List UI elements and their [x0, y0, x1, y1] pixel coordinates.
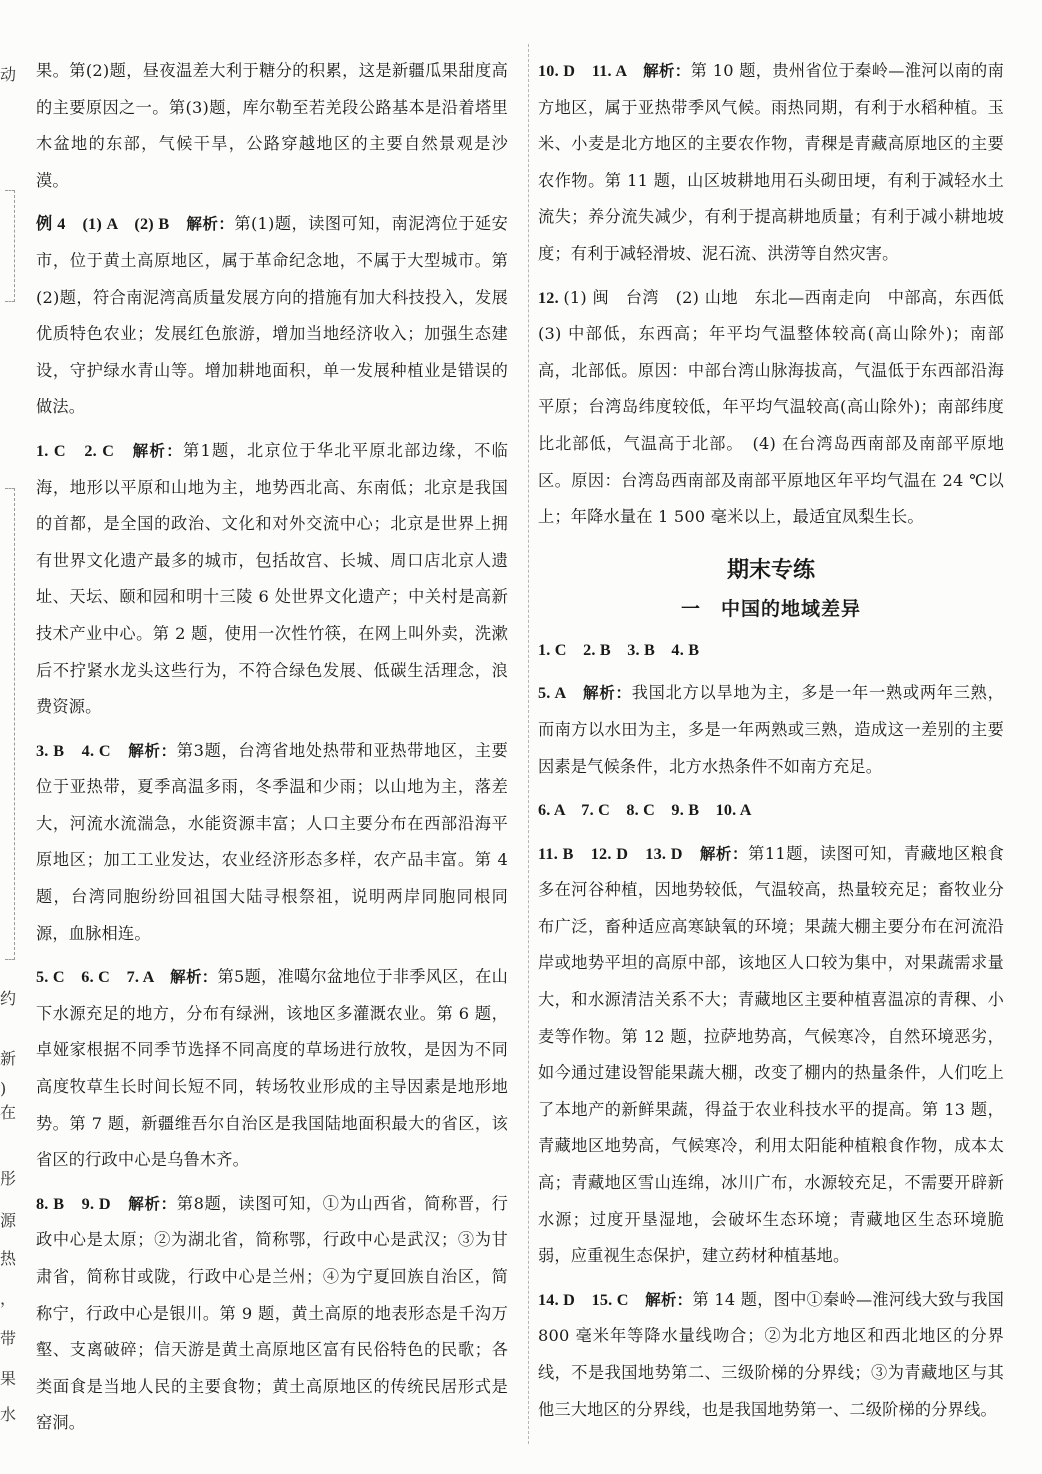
- jiexi-label: 解析：: [132, 441, 183, 460]
- answer-paragraph: [36, 433, 508, 726]
- answer-key: 5. A: [538, 684, 583, 703]
- answer-key: 6. A 7. C 8. C 9. B 10. A: [538, 801, 752, 820]
- jiexi-label: 解析：: [186, 215, 235, 234]
- margin-char: 在: [0, 1103, 17, 1122]
- answer-paragraph: [538, 632, 1004, 669]
- margin-char: 动: [0, 65, 17, 84]
- margin-char: 带: [0, 1329, 17, 1348]
- answer-paragraph: [36, 959, 508, 1179]
- column-divider: [528, 44, 529, 1444]
- margin-char: ): [0, 1079, 7, 1098]
- answer-key: 10. D 11. A: [538, 62, 644, 80]
- answer-key: 8. B 9. D: [36, 1194, 129, 1213]
- explanation-text: 第 10 题，贵州省位于秦岭—淮河以南的南方地区，属于亚热带季风气候。雨热同期，有利于水稻种植。玉米、小麦是北方地区的主要农作物，青稞是青藏高原地区的主要农作物。第 11 题，山区坡耕地用石头砌田埂，有利于减轻水土流失；养分流失减少，有利于提高耕地质量；有利于减小耕地坡度；有利于减轻滑坡、泥石流、洪涝等自然灾害。: [538, 61, 1004, 263]
- jiexi-label: 解析：: [170, 968, 218, 987]
- answer-key: 例 4 (1) A (2) B: [36, 215, 187, 234]
- right-column: [538, 53, 1021, 1435]
- margin-dashed-box: [5, 488, 15, 960]
- explanation-text: 第(1)题，读图可知，南泥湾位于延安市，位于黄土高原地区，属于革命纪念地，不属于大型城市。第(2)题，符合南泥湾高质量发展方向的措施有加大科技投入，发展优质特色农业；发展红色旅游，增加当地经济收入；加强生态建设，守护绿水青山等。增加耕地面积，单一发展种植业是错误的做法。: [36, 214, 508, 417]
- section-title: 期末专练: [726, 557, 815, 583]
- explanation-text: 第1题，北京位于华北平原北部边缘，不临海，地形以平原和山地为主，地势西北高、东南低；北京是我国的首都，是全国的政治、文化和对外交流中心；北京是世界上拥有世界文化遗产最多的城市，包括故宫、长城、周口店北京人遗址、天坛、颐和园和明十三陵 6 处世界文化遗产；中关村是高新技术产业中心。第 2 题，使用一次性竹筷，在网上叫外卖，洗漱后不拧紧水龙头这些行为，不符合绿色发展、低碳生活理念，浪费资源。: [36, 440, 508, 717]
- jiexi-label: 解析：: [128, 1194, 177, 1213]
- answer-paragraph: [538, 675, 1004, 785]
- section-subtitle: 一 中国的地域差异: [680, 597, 861, 620]
- margin-char: 新: [0, 1049, 17, 1068]
- explanation-text: 第 14 题，图中①秦岭—淮河线大致与我国 800 毫米年等降水量线吻合；②为北方地区和西北地区的分界线，不是我国地势第二、三级阶梯的分界线；③为青藏地区与其他三大地区的分界线，也是我国地势第一、二级阶梯的分界线。: [538, 1289, 1004, 1419]
- left-column: [36, 53, 508, 1449]
- margin-char: ，: [0, 1289, 17, 1308]
- answer-paragraph: [36, 53, 508, 199]
- explanation-text: 第3题，台湾省地处热带和亚热带地区，主要位于亚热带，夏季高温多雨，冬季温和少雨；以山地为主，落差大，河流水流湍急，水能资源丰富；人口主要分布在西部沿海平原地区；加工工业发达，农业经济形态多样，农产品丰富。第 4 题，台湾同胞纷纷回祖国大陆寻根祭祖，说明两岸同胞同根同源，血脉相连。: [36, 740, 508, 943]
- answer-key: 3. B 4. C: [36, 741, 129, 760]
- left-margin-strip: [0, 0, 16, 1474]
- answer-paragraph: [538, 280, 1021, 536]
- answer-key: 14. D 15. C: [538, 1290, 646, 1309]
- explanation-text: 第5题，准噶尔盆地位于非季风区，在山下水源充足的地方，分布有绿洲，该地区多灌溉农业。第 6 题，卓娅家根据不同季节选择不同高度的草场进行放牧，是因为不同高度牧草生长时间长短不同，转场牧业形成的主导因素是地形地势。第 7 题，新疆维吾尔自治区是我国陆地面积最大的省区，该省区的行政中心是乌鲁木齐。: [36, 967, 508, 1170]
- margin-char: 约: [0, 989, 17, 1008]
- margin-dashed-box: [5, 190, 15, 302]
- answer-key: 11. B 12. D 13. D: [538, 844, 700, 863]
- jiexi-label: 解析：: [699, 844, 749, 863]
- explanation-text: 我国北方以旱地为主，多是一年一熟或两年三熟，而南方以水田为主，多是一年两熟或三熟，造成这一差别的主要因素是气候条件，北方水热条件不如南方充足。: [538, 683, 1004, 776]
- margin-char: 源: [0, 1211, 17, 1230]
- answer-key: 1. C 2. B 3. B 4. B: [538, 640, 700, 659]
- jiexi-label: 解析：: [582, 684, 632, 703]
- answer-paragraph: [538, 836, 1004, 1275]
- explanation-text: (1) 闽 台湾 (2) 山地 东北—西南走向 中部高，东西低 (3) 中部低，东西高；年平均气温整体较高(高山除外)；南部高，北部低。原因：中部台湾山脉海拔高，气温低于东西部沿海平原；台湾岛纬度较低，年平均气温较高(高山除外)；南部纬度比北部低，气温高于北部。 (4) 在台湾岛西南部及南部平原地区。原因：台湾岛西南部及南部平原地区年平均气温在 24 ℃以上；年降水量在 1 500 毫米以上，最适宜凤梨生长。: [538, 287, 1021, 527]
- margin-char: 彤: [0, 1169, 17, 1188]
- margin-char: 果: [0, 1369, 17, 1388]
- answer-key: 1. C 2. C: [36, 441, 133, 460]
- explanation-text: 第8题，读图可知，①为山西省，简称晋，行政中心是太原；②为湖北省，简称鄂，行政中心是武汉；③为甘肃省，简称甘或陇，行政中心是兰州；④为宁夏回族自治区，简称宁，行政中心是银川。第 9 题，黄土高原的地表形态是千沟万壑、支离破碎；信天游是黄土高原地区富有民俗特色的民歌；各类面食是当地人民的主要食物；黄土高原地区的传统民居形式是窑洞。: [36, 1193, 508, 1433]
- jiexi-label: 解析：: [643, 62, 691, 80]
- answer-paragraph: [538, 53, 1004, 273]
- margin-char: 水: [0, 1405, 17, 1424]
- answer-paragraph: [538, 1282, 1004, 1428]
- explanation-text: 果。第(2)题，昼夜温差大利于糖分的积累，这是新疆瓜果甜度高的主要原因之一。第(3)题，库尔勒至若羌段公路基本是沿着塔里木盆地的东部，气候干旱，公路穿越地区的主要自然景观是沙漠。: [36, 61, 508, 190]
- answer-paragraph: [36, 733, 508, 953]
- answer-paragraph: [36, 1186, 508, 1442]
- answer-paragraph: [36, 206, 508, 426]
- jiexi-label: 解析：: [128, 741, 177, 760]
- answer-paragraph: [538, 792, 1004, 829]
- explanation-text: 第11题，读图可知，青藏地区粮食多在河谷种植，因地势较低，气温较高，热量较充足；畜牧业分布广泛，畜种适应高寒缺氧的环境；果蔬大棚主要分布在河流沿岸或地势平坦的高原中部，该地区人口较为集中，对果蔬需求量大，和水源清洁关系不大；青藏地区主要种植喜温凉的青稞、小麦等作物。第 12 题，拉萨地势高，气候寒冷，自然环境恶劣，如今通过建设智能果蔬大棚，改变了棚内的热量条件，人们吃上了本地产的新鲜果蔬，得益于农业科技水平的提高。第 13 题，青藏地区地势高，气候寒冷，利用太阳能种植粮食作物，成本太高；青藏地区雪山连绵，冰川广布，水源较充足，不需要开辟新水源；过度开垦湿地，会破坏生态环境；青藏地区生态环境脆弱，应重视生态保护，建立药材种植基地。: [538, 843, 1004, 1266]
- answer-key: 12.: [538, 288, 564, 307]
- answer-key: 5. C 6. C 7. A: [36, 968, 171, 987]
- jiexi-label: 解析：: [645, 1290, 693, 1309]
- margin-char: 热: [0, 1249, 17, 1268]
